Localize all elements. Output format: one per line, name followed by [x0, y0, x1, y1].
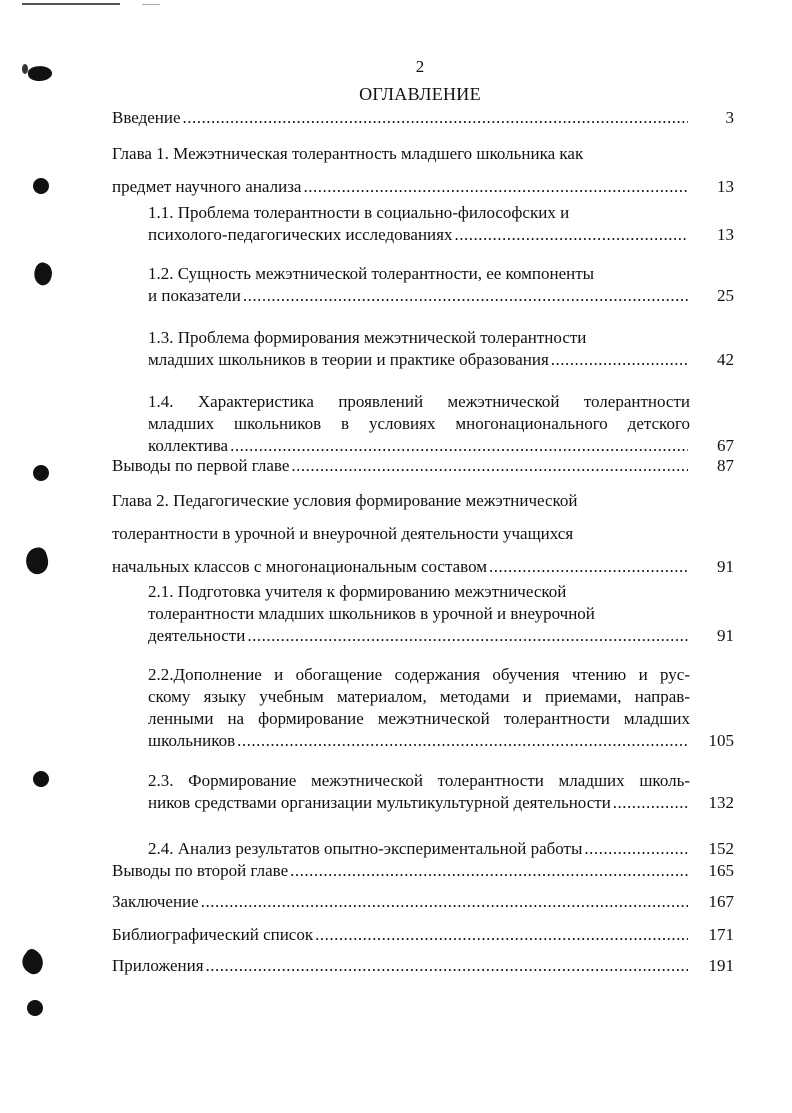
toc-entry-text: 2.2.Дополнение и обогащение содержания обучения чтению и рус-	[148, 665, 690, 684]
toc-page-number: 152	[708, 839, 734, 858]
scan-edge-line	[142, 4, 160, 5]
toc-entry-text: толерантности младших школьников в урочной и внеурочной	[148, 604, 595, 623]
dot-leader	[613, 792, 688, 814]
toc-page-number: 91	[717, 626, 734, 645]
toc-entry-text: Глава 2. Педагогические условия формирование межэтнической	[112, 491, 578, 510]
toc-entry-text: и показатели	[148, 286, 241, 305]
toc-page-number: 87	[717, 456, 734, 475]
dot-leader	[290, 860, 688, 882]
toc-entry-conclusions-2	[112, 860, 734, 882]
toc-entry-text: 1.3. Проблема формирования межэтнической толерантности	[148, 328, 587, 347]
toc-page-number: 105	[708, 731, 734, 750]
dot-leader	[201, 891, 688, 913]
toc-entry-bibliography	[112, 924, 734, 946]
toc-entry-text: 1.4. Характеристика проявлений межэтнической толерантности	[148, 392, 690, 411]
toc-entry-section-1-1	[148, 202, 734, 246]
toc-entry-text: 2.4. Анализ результатов опытно-экспериментальной работы	[148, 839, 583, 858]
toc-entry-text: психолого-педагогических исследованиях	[148, 225, 453, 244]
page-number: 2	[415, 57, 425, 76]
toc-page-number: 3	[725, 108, 734, 127]
punch-hole-mark	[18, 947, 49, 978]
toc-page-number: 91	[717, 557, 734, 576]
toc-entry-text: школьников	[148, 731, 236, 750]
toc-entry-section-1-2	[148, 263, 734, 307]
dot-leader	[183, 107, 688, 129]
punch-hole-mark	[33, 178, 49, 194]
toc-entry-section-2-1	[148, 581, 734, 647]
toc-entry-conclusion	[112, 891, 734, 913]
dot-leader	[315, 924, 688, 946]
toc-entry-text: 2.1. Подготовка учителя к формированию межэтнической	[148, 582, 567, 601]
toc-page-number: 165	[708, 861, 734, 880]
dot-leader	[454, 224, 688, 246]
dot-leader	[230, 435, 688, 457]
dot-leader	[551, 349, 688, 371]
toc-entry-text: предмет научного анализа	[112, 177, 302, 196]
toc-page-number: 42	[717, 350, 734, 369]
toc-entry-text: младших школьников в теории и практике образования	[148, 350, 549, 369]
toc-entry-text: скому языку учебным материалом, методами и приемами, направ-	[148, 687, 690, 706]
toc-entry-text: 1.2. Сущность межэтнической толерантности, ее компоненты	[148, 264, 595, 283]
toc-entry-section-2-2	[148, 664, 734, 752]
toc-page-number: 25	[717, 286, 734, 305]
toc-entry-chapter-2	[112, 484, 734, 583]
page-title: ОГЛАВЛЕНИЕ	[359, 84, 481, 104]
punch-hole-mark	[33, 771, 49, 787]
toc-entry-text: толерантности в урочной и внеурочной деятельности учащихся	[112, 524, 574, 543]
toc-page-number: 13	[717, 177, 734, 196]
dot-leader	[237, 730, 688, 752]
toc-entry-text: Выводы по второй главе	[112, 861, 289, 880]
toc-entry-text: коллектива	[148, 436, 229, 455]
toc-page-number: 132	[708, 793, 734, 812]
toc-entry-text: деятельности	[148, 626, 246, 645]
toc-entry-conclusions-1	[112, 455, 734, 477]
toc-entry-text: Заключение	[112, 892, 199, 911]
toc-page-number: 67	[717, 436, 734, 455]
toc-page-number: 191	[708, 956, 734, 975]
toc-entry-section-1-3	[148, 327, 734, 371]
toc-entry-text: Введение	[112, 108, 181, 127]
dot-leader	[303, 170, 688, 203]
toc-entry-text: ленными на формирование межэтнической толерантности младших	[148, 709, 690, 728]
toc-entry-introduction	[112, 107, 734, 129]
dot-leader	[243, 285, 688, 307]
dot-leader	[247, 625, 688, 647]
toc-entry-section-2-3	[148, 770, 734, 814]
toc-entry-text: Глава 1. Межэтническая толерантность младшего школьника как	[112, 144, 584, 163]
toc-page-number: 171	[708, 925, 734, 944]
dot-leader	[584, 838, 688, 860]
toc-entry-text: ников средствами организации мультикультурной деятельности	[148, 793, 611, 812]
toc-entry-text: начальных классов с многонациональным составом	[112, 557, 488, 576]
toc-page-number: 13	[717, 225, 734, 244]
dot-leader	[206, 955, 688, 977]
dot-leader	[489, 550, 688, 583]
punch-hole-mark	[33, 465, 49, 481]
toc-entry-text: младших школьников в условиях многонационального детского	[148, 414, 690, 433]
punch-hole-mark	[23, 546, 51, 577]
toc-entry-text: 1.1. Проблема толерантности в социально-философских и	[148, 203, 570, 222]
toc-entry-chapter-1	[112, 137, 734, 203]
toc-entry-appendices	[112, 955, 734, 977]
toc-entry-text: 2.3. Формирование межэтнической толерантности младших школь-	[148, 771, 690, 790]
toc-entry-section-2-4	[148, 838, 734, 860]
toc-entry-text: Приложения	[112, 956, 204, 975]
punch-hole-mark	[31, 261, 55, 288]
toc-entry-text: Библиографический список	[112, 925, 314, 944]
dot-leader	[291, 455, 688, 477]
toc-entry-text: Выводы по первой главе	[112, 456, 290, 475]
toc-page-number: 167	[708, 892, 734, 911]
scan-edge-line	[22, 3, 120, 5]
toc-entry-section-1-4	[148, 391, 734, 457]
punch-hole-mark	[27, 1000, 43, 1016]
